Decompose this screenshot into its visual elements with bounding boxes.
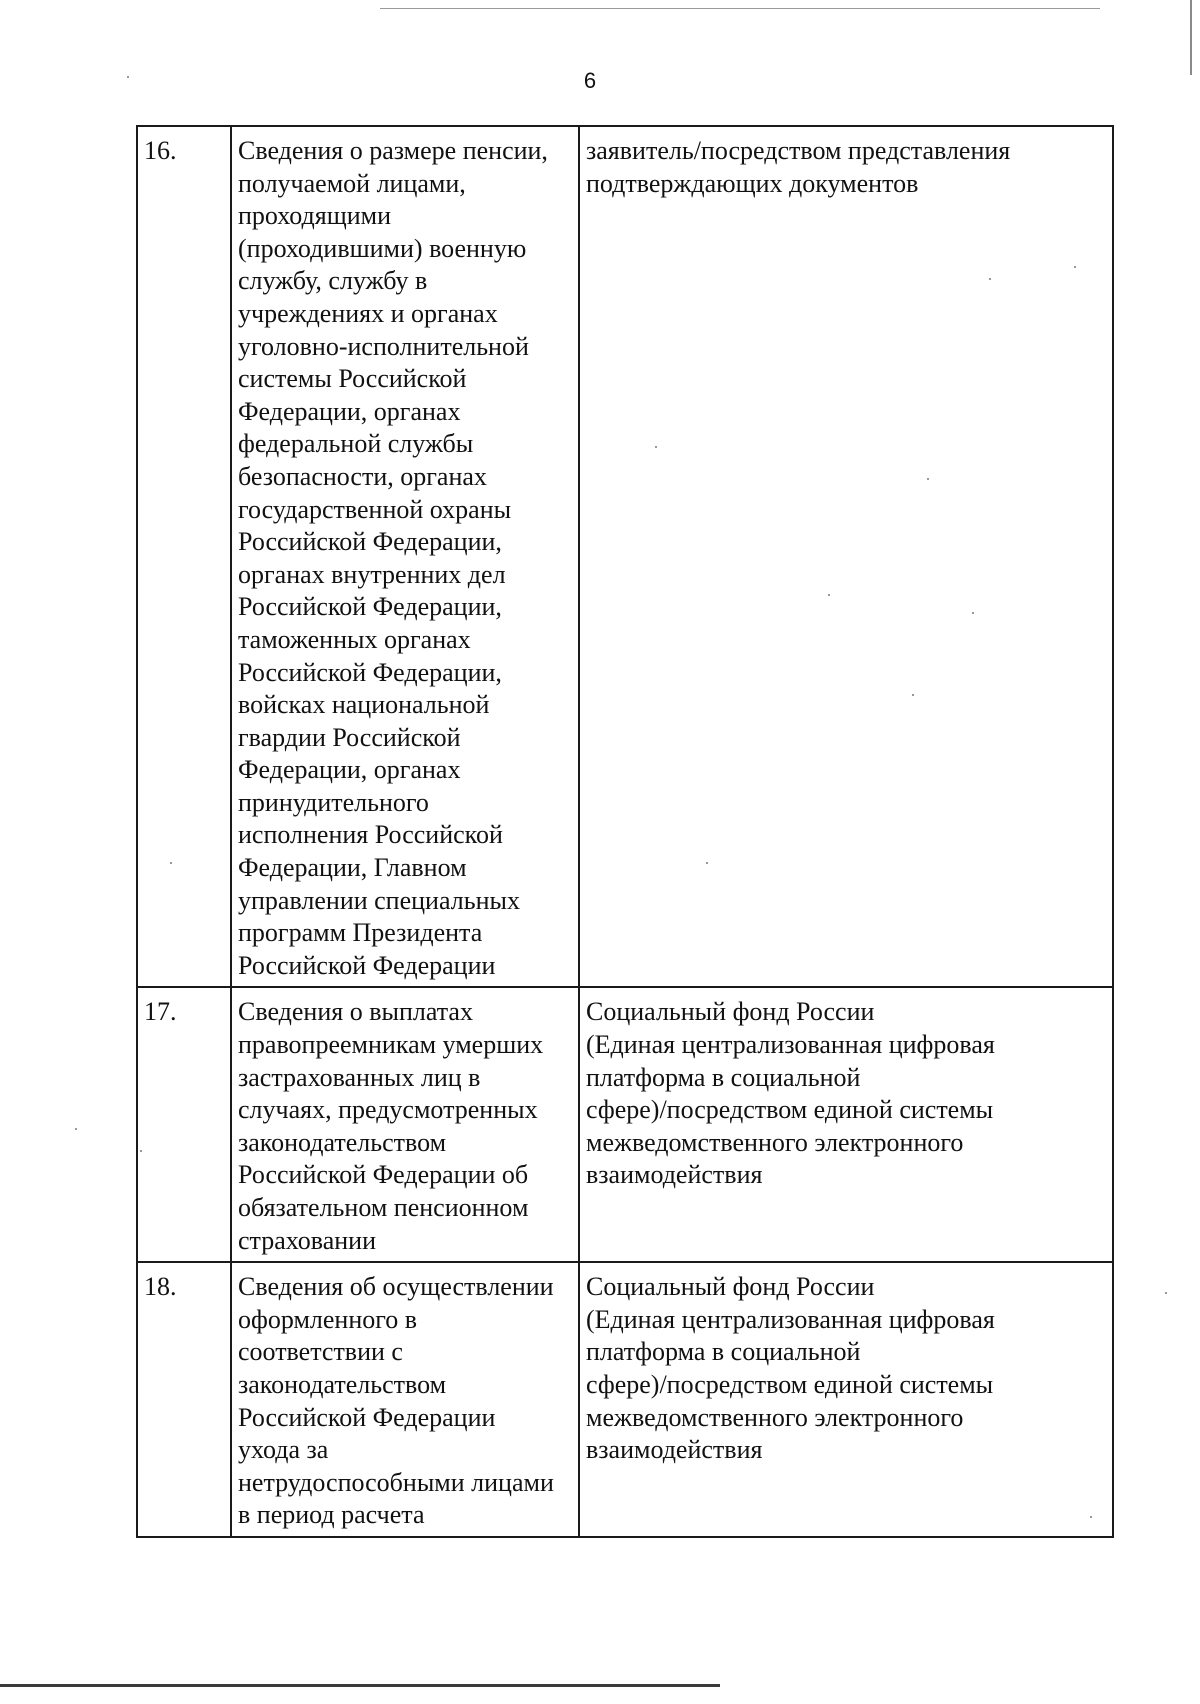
table-row (137, 126, 1113, 987)
source-line: подтверждающих документов (586, 168, 919, 198)
information-cell (231, 126, 579, 987)
source-line: сфере)/посредством единой системы (586, 1095, 994, 1125)
row-number-cell (137, 987, 231, 1262)
source-line: взаимодействия (586, 1160, 763, 1190)
information-line: уголовно-исполнительной (238, 331, 529, 361)
table-row (137, 987, 1113, 1262)
table-body (137, 126, 1113, 1537)
information-line: Сведения об осуществлении (238, 1272, 554, 1302)
information-line: войсках национальной (238, 690, 490, 720)
information-line: Российской Федерации (238, 1402, 496, 1432)
source-line: (Единая централизованная цифровая (586, 1304, 995, 1334)
information-line: безопасности, органах (238, 461, 487, 491)
source-cell (579, 1262, 1113, 1537)
scan-speck (1165, 1292, 1167, 1294)
page-number: 6 (583, 68, 597, 93)
information-line: Российской Федерации, (238, 527, 502, 557)
information-line: Российской Федерации, (238, 657, 502, 687)
information-line: системы Российской (238, 364, 467, 394)
row-number-cell (137, 1262, 231, 1537)
table-row (137, 1262, 1113, 1537)
information-line: гвардии Российской (238, 722, 461, 752)
information-line: (проходившими) военную (238, 233, 527, 263)
source-cell (579, 126, 1113, 987)
source-line: платформа в социальной (586, 1062, 861, 1092)
source-line: заявитель/посредством представления (586, 136, 1011, 165)
information-line: ухода за (238, 1435, 329, 1465)
information-line: получаемой лицами, (238, 168, 466, 198)
information-line: Сведения о размере пенсии, (238, 136, 548, 165)
scan-edge-top (380, 8, 1100, 9)
source-line: Социальный фонд России (586, 1272, 875, 1302)
information-line: Федерации, органах (238, 755, 461, 785)
scan-edge-right (1190, 0, 1192, 75)
information-line: страховании (238, 1225, 376, 1255)
row-number: 18. (144, 1272, 177, 1302)
information-line: Федерации, Главном (238, 853, 467, 883)
information-line: исполнения Российской (238, 820, 503, 850)
information-line: оформленного в (238, 1304, 418, 1334)
information-line: проходящими (238, 201, 392, 231)
information-line: федеральной службы (238, 429, 474, 459)
information-line: законодательством (238, 1369, 447, 1399)
information-line: принудительного (238, 787, 429, 817)
source-line: (Единая централизованная цифровая (586, 1030, 995, 1060)
information-line: учреждениях и органах (238, 298, 498, 328)
information-line: Федерации, органах (238, 396, 461, 426)
source-line: межведомственного электронного (586, 1127, 964, 1157)
information-line: в период расчета (238, 1500, 425, 1530)
information-line: законодательством (238, 1127, 447, 1157)
information-line: программ Президента (238, 918, 483, 948)
information-line: обязательном пенсионном (238, 1193, 529, 1222)
source-line: межведомственного электронного (586, 1402, 964, 1432)
information-line: Сведения о выплатах (238, 997, 473, 1027)
source-cell (579, 987, 1113, 1262)
information-line: нетрудоспособными лицами (238, 1467, 554, 1497)
scan-edge-bottom (0, 1684, 720, 1687)
information-line: Российской Федерации, (238, 592, 502, 622)
information-line: таможенных органах (238, 624, 471, 654)
information-line: соответствии с (238, 1337, 403, 1367)
information-line: Российской Федерации об (238, 1160, 529, 1190)
information-line: правопреемникам умерших (238, 1030, 544, 1060)
source-line: Социальный фонд России (586, 997, 875, 1027)
information-cell (231, 987, 579, 1262)
source-line: сфере)/посредством единой системы (586, 1369, 994, 1399)
information-line: Российской Федерации (238, 950, 496, 980)
information-line: органах внутренних дел (238, 559, 506, 589)
information-line: застрахованных лиц в (238, 1062, 481, 1092)
source-line: платформа в социальной (586, 1337, 861, 1367)
scan-speck (127, 76, 129, 78)
source-line: взаимодействия (586, 1435, 763, 1465)
information-line: государственной охраны (238, 494, 512, 524)
data-sources-table (136, 125, 1114, 1538)
information-line: управлении специальных (238, 885, 520, 915)
information-cell (231, 1262, 579, 1537)
information-line: случаях, предусмотренных (238, 1095, 538, 1125)
scan-speck (75, 1128, 77, 1130)
row-number-cell (137, 126, 231, 987)
row-number: 16. (144, 136, 177, 165)
information-line: службу, службу в (238, 266, 428, 296)
row-number: 17. (144, 997, 177, 1027)
